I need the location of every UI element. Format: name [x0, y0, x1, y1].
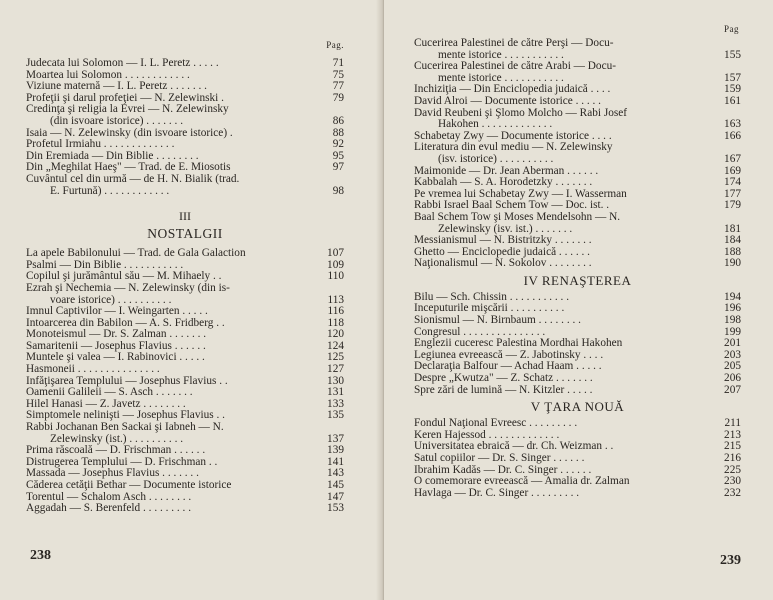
toc-entry-page: 157: [724, 71, 741, 84]
toc-entry: [414, 142, 741, 165]
toc-entry-page: 167: [724, 152, 741, 165]
toc-entry-title-line: Profetul Irmiahu . . . . . . . . . . . . .: [26, 138, 175, 151]
toc-entry-title-line: Isaia — N. Zelewinsky (din isvoare istorice) .: [26, 126, 233, 139]
toc-entry-page: 177: [724, 187, 741, 200]
toc-entry-title-line: Moartea lui Solomon . . . . . . . . . . . .: [26, 68, 190, 81]
toc-list: [414, 418, 741, 499]
toc-entry-page: 109: [327, 258, 344, 271]
toc-entry-title-line: Viziune maternă — I. L. Peretz . . . . . . .: [26, 80, 207, 93]
toc-entry-title-line: Pe vremea lui Schabetay Zwy — I. Wasserman: [414, 187, 627, 200]
page-number: 238: [30, 548, 51, 563]
toc-entry-page: 179: [724, 199, 741, 212]
toc-entry: [414, 212, 741, 235]
toc-entry: [26, 283, 344, 306]
toc-entry-page: 196: [724, 302, 741, 315]
toc-entry: [414, 108, 741, 131]
toc-entry-title-line: Prima răscoală — D. Frischman . . . . . .: [26, 444, 206, 457]
toc-entry-page: 137: [327, 432, 344, 445]
toc-entry-page: 139: [327, 444, 344, 457]
toc-entry-title-continuation: Hakohen . . . . . . . . . . . . .: [438, 118, 553, 131]
toc-entry-title-line: Bilu — Sch. Chissin . . . . . . . . . . .: [414, 290, 570, 303]
toc-entry-title-line: Samaritenii — Josephus Flavius . . . . . .: [26, 339, 206, 352]
toc-entry-title-continuation: Zelewinsky (isv. ist.) . . . . . . .: [438, 222, 573, 235]
toc-entry-title: [414, 38, 721, 61]
toc-entry-page: 206: [724, 372, 741, 385]
toc-entry: [26, 174, 344, 197]
toc-entry-title-line: Ghetto — Enciclopedie judaică . . . . . .: [414, 245, 590, 258]
pag-label: Pag: [724, 24, 739, 34]
toc-entry-page: 107: [327, 247, 344, 260]
toc-entry-title: [26, 422, 324, 445]
toc-entry-title-line: Din „Meghilat Haeş" — Trad. de E. Miosotis: [26, 161, 231, 174]
toc-entry-title-line: Oamenii Galileii — S. Asch . . . . . . .: [26, 386, 193, 399]
page-number: 239: [720, 553, 741, 568]
toc-entry: [414, 385, 741, 397]
toc-entry-page: 184: [724, 234, 741, 247]
toc-list: [414, 292, 741, 396]
toc-entry-title-line: Despre „Kwutza" — Z. Schatz . . . . . . .: [414, 372, 593, 385]
toc-entry-page: 159: [724, 83, 741, 96]
toc-entry-title-line: Simptomele nelinişti — Josephus Flavius . .: [26, 409, 225, 422]
toc-entry-page: 98: [332, 184, 344, 197]
toc-entry: [414, 258, 741, 270]
toc-entry-title-line: Rabbi Israel Baal Schem Tow — Doc. ist. .: [414, 199, 610, 212]
toc-entry-page: 216: [724, 452, 741, 464]
toc-entry-page: 207: [724, 383, 741, 396]
toc-entry-title-line: Schabetay Zwy — Documente istorice . . . .: [414, 129, 612, 142]
section-roman-numeral: III: [179, 209, 191, 224]
toc-entry-title: [414, 258, 721, 270]
toc-entry-title-line: Satul copiilor — Dr. S. Singer . . . . . .: [414, 452, 585, 464]
toc-entry-title-line: Torentul — Schalom Asch . . . . . . . .: [26, 490, 192, 503]
toc-entry-title-line: Literatura din evul mediu — N. Zelewinsky: [414, 141, 613, 154]
toc-entry-page: 113: [327, 293, 344, 306]
toc-entry-title-line: Imnul Captivilor — I. Weingarten . . . . .: [26, 305, 208, 318]
toc-entry-title-line: Universitatea ebraică — dr. Ch. Weizman . .: [414, 440, 614, 453]
toc-entry-title-line: Infăţişarea Templului — Josephus Flavius . .: [26, 374, 228, 387]
toc-entry-page: 141: [327, 455, 344, 468]
toc-entry-title-continuation: mente istorice . . . . . . . . . . .: [438, 48, 564, 61]
toc-entry-page: 116: [327, 305, 344, 318]
toc-entry-page: 199: [724, 325, 741, 338]
toc-entry-page: 97: [332, 161, 344, 174]
toc-entry-page: 125: [327, 351, 344, 364]
toc-entry-title-line: Ezrah şi Nechemia — N. Zelewinsky (din is-: [26, 281, 230, 294]
toc-entry-page: 145: [327, 479, 344, 491]
toc-entry: [26, 503, 344, 515]
toc-list: [26, 58, 344, 197]
toc-entry-page: 77: [332, 80, 344, 93]
toc-entry-title-line: Massada — Josephus Flavius . . . . . . .: [26, 467, 199, 480]
toc-entry: [414, 61, 741, 84]
toc-entry-page: 194: [724, 290, 741, 303]
toc-entry-title: [414, 212, 721, 235]
left-page: [0, 0, 384, 600]
toc-entry-page: 133: [327, 397, 344, 410]
toc-entry-title-line: Messianismul — N. Bistritzky . . . . . . .: [414, 234, 592, 247]
toc-entry-title-line: Intoarcerea din Babilon — A. S. Fridberg . .: [26, 316, 225, 329]
toc-entry-title-line: Credinţa şi religia la Evrei — N. Zelewinsky: [26, 103, 229, 116]
toc-entry-title-line: Din Eremiada — Din Biblie . . . . . . . .: [26, 149, 199, 162]
toc-entry-page: 169: [724, 164, 741, 177]
toc-entry-page: 198: [724, 314, 741, 327]
toc-entry-title-line: Profeţii şi darul profeţiei — N. Zelewinski .: [26, 91, 224, 104]
toc-entry-page: 215: [724, 440, 741, 453]
toc-entry-title-line: Rabbi Jochanan Ben Sackai şi Iabneh — N.: [26, 421, 224, 434]
pag-label: Pag.: [326, 40, 344, 50]
toc-entry-title-line: David Reubeni şi Şlomo Molcho — Rabi Josef: [414, 106, 628, 119]
toc-entry-page: 143: [327, 467, 344, 480]
toc-entry-title-continuation: voare istorice) . . . . . . . . . .: [50, 293, 172, 306]
toc-entry-page: 95: [332, 149, 344, 162]
toc-entry-title: [26, 104, 330, 127]
toc-entry-title-line: Havlaga — Dr. C. Singer . . . . . . . . .: [414, 486, 580, 499]
toc-entry-title-continuation: (isv. istorice) . . . . . . . . . .: [438, 152, 554, 165]
toc-entry-page: 75: [332, 68, 344, 81]
toc-entry-title-line: Aggadah — S. Berenfeld . . . . . . . . .: [26, 502, 192, 515]
section-title: NOSTALGII: [147, 226, 223, 242]
toc-entry-page: 131: [327, 386, 344, 399]
toc-entry-page: 153: [327, 502, 344, 515]
toc-entry: [414, 38, 741, 61]
toc-entry-title-line: Ibrahim Kadăs — Dr. C. Singer . . . . . .: [414, 463, 592, 476]
toc-entry-title-continuation: (din isvoare istorice) . . . . . . .: [50, 114, 184, 127]
toc-entry-title-line: Sionismul — N. Birnbaum . . . . . . . .: [414, 314, 581, 327]
toc-entry-page: 213: [724, 428, 741, 441]
toc-entry-title-line: La apele Babilonului — Trad. de Gala Galaction: [26, 247, 246, 260]
right-page: [384, 0, 773, 600]
toc-entry-page: 135: [327, 409, 344, 422]
toc-entry-page: 188: [724, 245, 741, 258]
toc-entry-title-line: Declaraţia Balfour — Achad Haam . . . . .: [414, 360, 602, 373]
toc-entry-page: 120: [327, 328, 344, 341]
toc-entry-title-line: Judecata lui Solomon — I. L. Peretz . . . . .: [26, 57, 219, 69]
toc-entry-page: 181: [724, 222, 741, 235]
toc-entry-page: 225: [724, 463, 741, 476]
toc-entry-title-line: Congresul . . . . . . . . . . . . . . .: [414, 325, 546, 338]
toc-entry-page: 211: [724, 417, 741, 430]
toc-entry-title: [414, 488, 721, 500]
section-title: IV RENAŞTEREA: [523, 272, 632, 288]
toc-entry-title: [414, 108, 721, 131]
toc-entry-title: [414, 142, 721, 165]
toc-entry-title-line: Copilul şi jurământul său — M. Mihaely . .: [26, 270, 222, 283]
toc-entry-title-line: Cuvântul cel din urmă — de H. N. Bialik (trad.: [26, 172, 240, 185]
toc-entry-title-line: Spre zări de lumină — N. Kitzler . . . . .: [414, 383, 593, 396]
toc-entry-page: 71: [332, 57, 344, 69]
toc-entry-title-continuation: Zelewinsky (ist.) . . . . . . . . . .: [50, 432, 184, 445]
toc-entry-title-line: Psalmi — Din Biblie . . . . . . . . . . .: [26, 258, 184, 271]
toc-entry-title-line: Maimonide — Dr. Jean Aberman . . . . . .: [414, 164, 599, 177]
toc-entry-page: 161: [724, 94, 741, 107]
toc-entry-title: [26, 503, 324, 515]
toc-entry-title-line: Căderea cetăţii Bethar — Documente istorice: [26, 479, 232, 491]
toc-entry-title-line: David Alroi — Documente istorice . . . . .: [414, 94, 601, 107]
toc-entry-page: 86: [332, 114, 344, 127]
toc-entry: [26, 104, 344, 127]
toc-entry-page: 190: [724, 257, 741, 270]
toc-entry-page: 203: [724, 348, 741, 361]
toc-entry-page: 147: [327, 490, 344, 503]
toc-entry-title-line: Monoteismul — Dr. S. Zalman . . . . . . .: [26, 328, 207, 341]
toc-entry-page: 127: [327, 363, 344, 376]
toc-entry-title: [26, 283, 324, 306]
toc-entry-title-line: Fondul Naţional Evreesc . . . . . . . . .: [414, 417, 578, 430]
toc-entry-page: 232: [724, 486, 741, 499]
toc-entry-title: [414, 385, 721, 397]
toc-entry-page: 163: [724, 118, 741, 131]
toc-entry-title-line: Keren Hajessod . . . . . . . . . . . . .: [414, 428, 560, 441]
toc-entry-title-line: Cucerirea Palestinei de către Arabi — Docu-: [414, 60, 617, 73]
toc-entry-title-continuation: E. Furtună) . . . . . . . . . . . .: [50, 184, 170, 197]
toc-entry-page: 118: [327, 316, 344, 329]
toc-entry-page: 155: [724, 48, 741, 61]
toc-entry-page: 205: [724, 360, 741, 373]
toc-entry-page: 124: [327, 339, 344, 352]
toc-entry-title-line: Hilel Hanasi — Z. Javetz . . . . . . . .: [26, 397, 186, 410]
toc-entry-title-line: Muntele şi valea — I. Rabinovici . . . . .: [26, 351, 205, 364]
toc-entry-page: 88: [332, 126, 344, 139]
toc-entry-page: 110: [327, 270, 344, 283]
toc-entry-title-line: Cucerirea Palestinei de către Perşi — Docu-: [414, 37, 614, 49]
toc-entry-title-line: O comemorare evreească — Amalia dr. Zalman: [414, 475, 630, 488]
toc-entry-title: [414, 61, 721, 84]
toc-entry-page: 130: [327, 374, 344, 387]
toc-entry-title-line: Kabbalah — S. A. Horodetzky . . . . . . .: [414, 176, 593, 189]
toc-entry-page: 174: [724, 176, 741, 189]
toc-entry: [26, 422, 344, 445]
toc-entry-page: 92: [332, 138, 344, 151]
toc-entry-title-line: Distrugerea Templului — D. Frischman . .: [26, 455, 218, 468]
toc-entry-title-line: Englezii cuceresc Palestina Mordhai Hakohen: [414, 337, 623, 350]
toc-entry-page: 79: [332, 91, 344, 104]
toc-entry-page: 201: [724, 337, 741, 350]
toc-list: [414, 38, 741, 270]
toc-entry-title-line: Inceputurile mişcării . . . . . . . . . .: [414, 302, 565, 315]
toc-list: [26, 248, 344, 515]
toc-entry-title: [26, 174, 330, 197]
toc-entry-page: 230: [724, 475, 741, 488]
toc-entry-title-continuation: mente istorice . . . . . . . . . . .: [438, 71, 564, 84]
toc-entry-title-line: Legiunea evreească — Z. Jabotinsky . . . .: [414, 348, 604, 361]
section-title: V ŢARA NOUĂ: [530, 399, 625, 415]
toc-entry-title-line: Hasmoneii . . . . . . . . . . . . . . .: [26, 363, 160, 376]
toc-entry: [414, 488, 741, 500]
toc-entry-title-line: Inchiziţia — Din Enciclopedia judaică . . . .: [414, 83, 611, 96]
toc-entry-title-line: Naţionalismul — N. Sokolov . . . . . . . .: [414, 257, 592, 270]
toc-entry-title-line: Baal Schem Tow şi Moses Mendelsohn — N.: [414, 210, 621, 223]
toc-entry-page: 166: [724, 129, 741, 142]
